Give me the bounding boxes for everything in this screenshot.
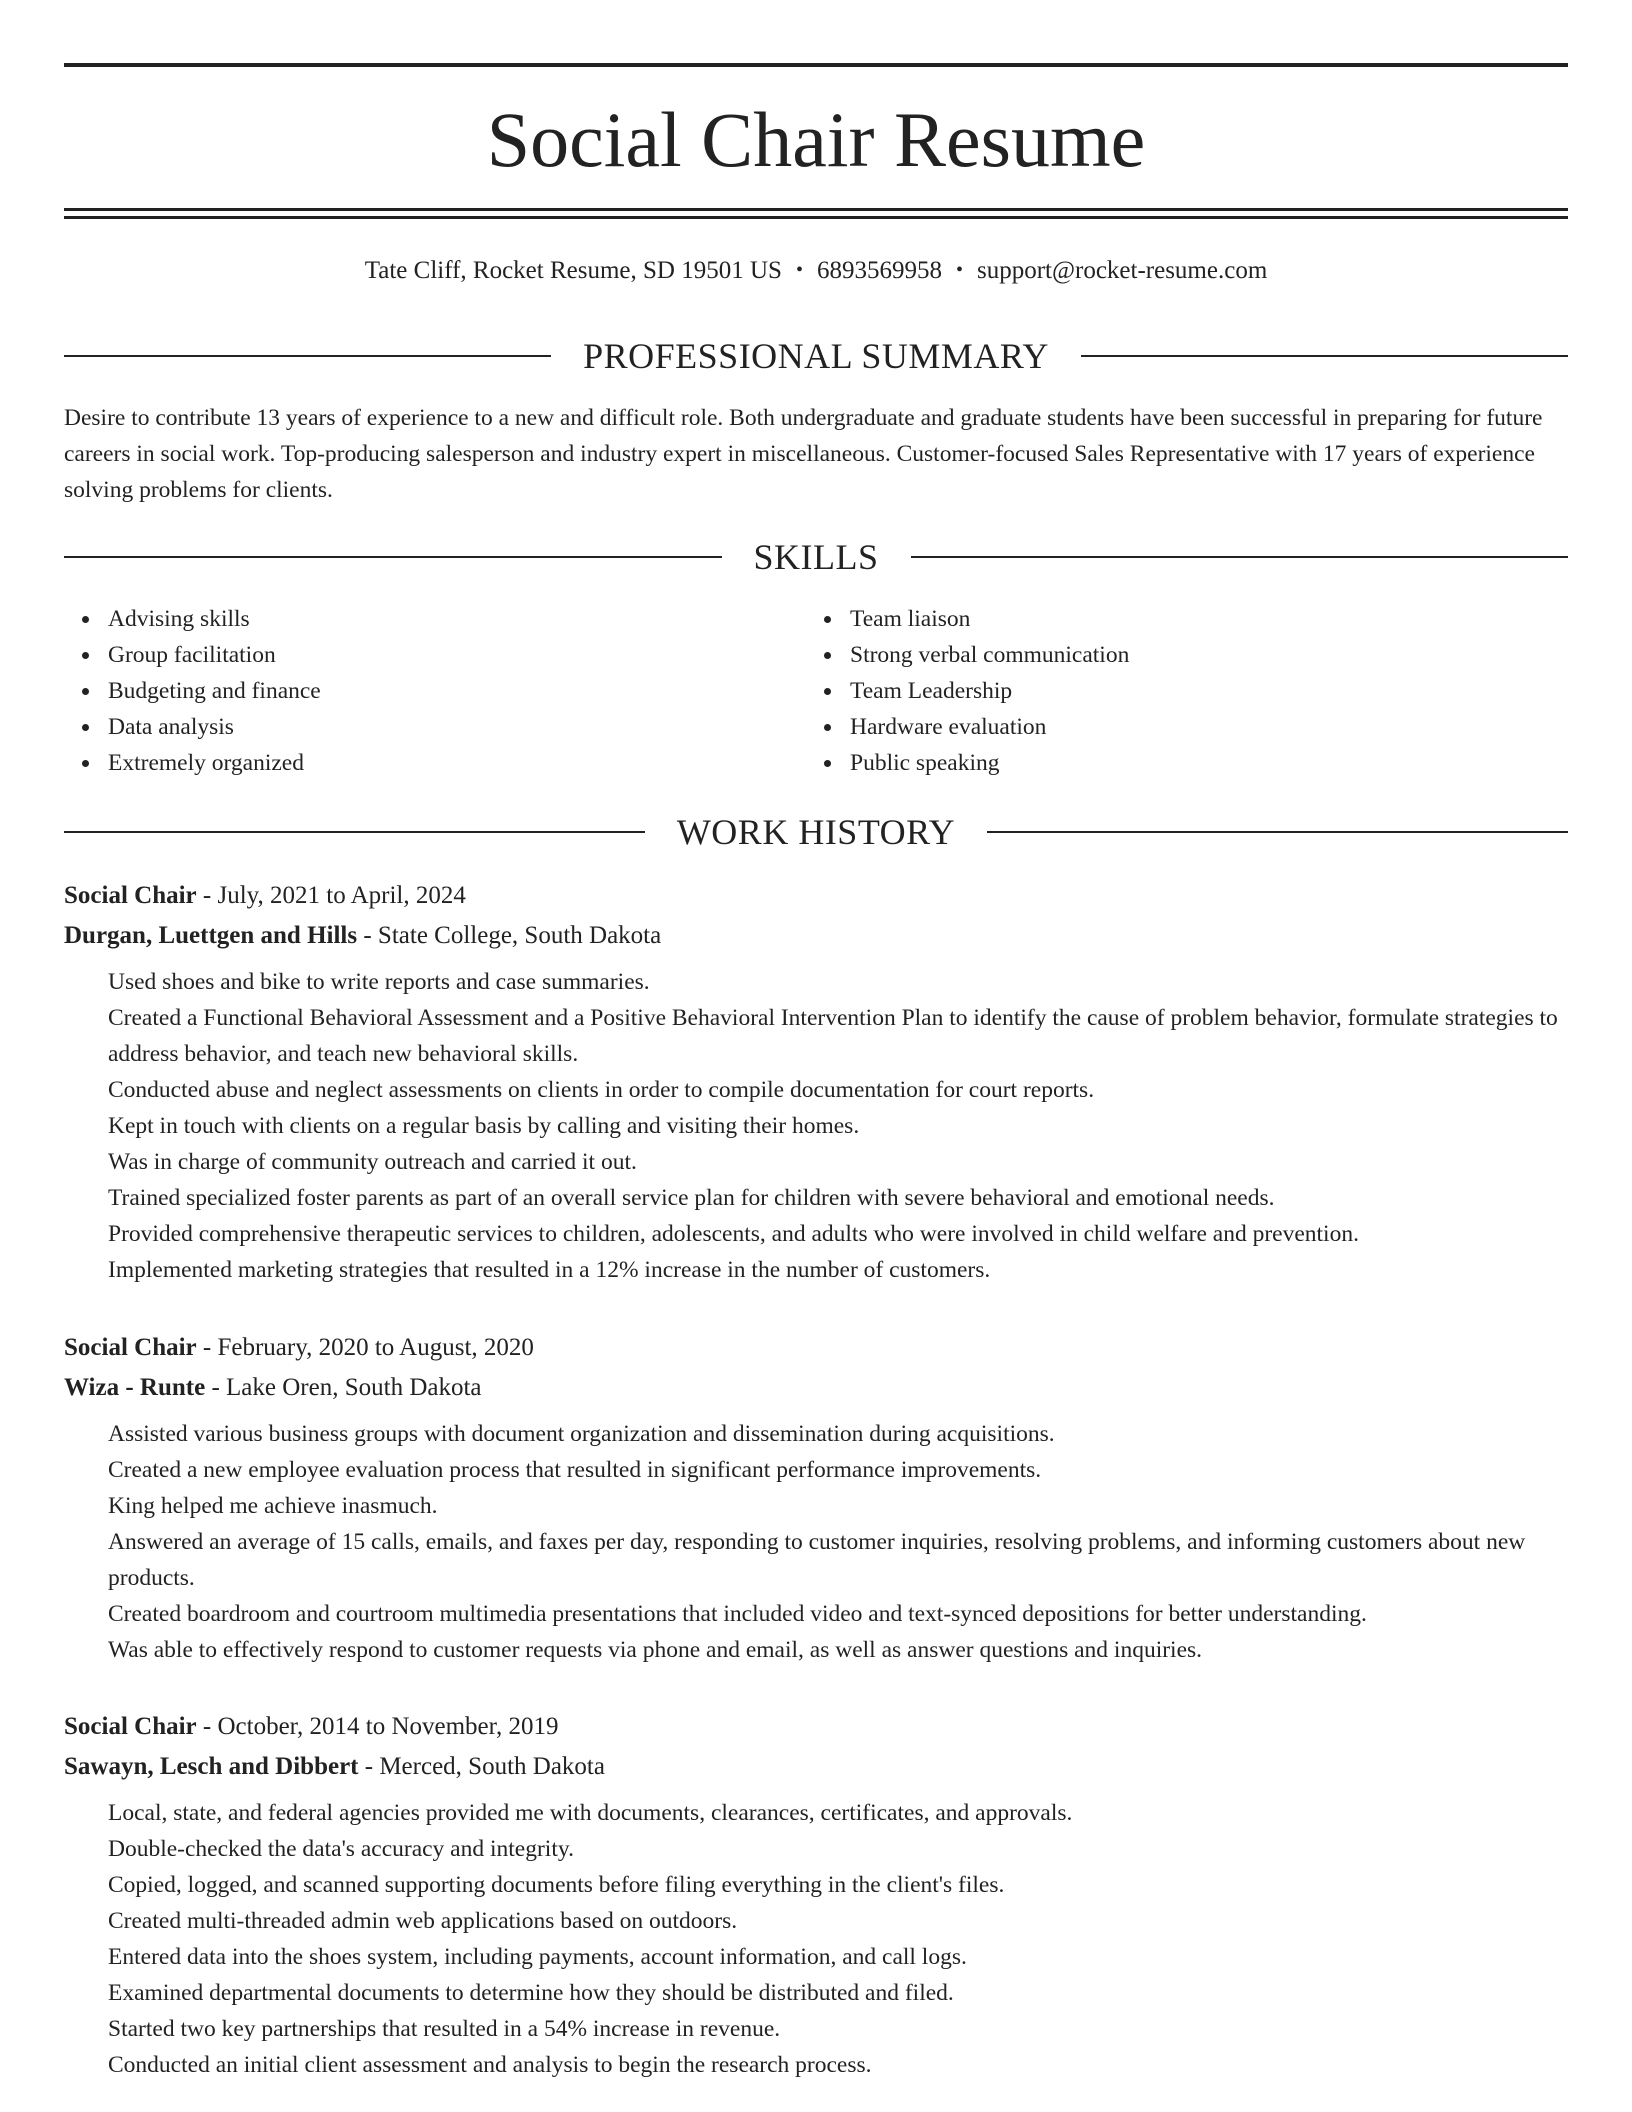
skill-item: Budgeting and finance (108, 673, 808, 709)
job-entry (64, 1707, 1568, 2083)
heading-rule (911, 556, 1569, 558)
skill-item: Advising skills (108, 601, 808, 637)
job-bullet: Assisted various business groups with document organization and dissemination during acquisitions. (108, 1421, 1055, 1447)
job-company: Wiza - Runte (64, 1374, 206, 1401)
job-bullet: Entered data into the shoes system, including payments, account information, and call logs. (108, 1944, 967, 1970)
job-dates: - February, 2020 to August, 2020 (196, 1334, 534, 1361)
skills-heading-label: SKILLS (753, 537, 879, 577)
skill-item: Data analysis (108, 709, 808, 745)
job-bullets (64, 1416, 1568, 1668)
heading-rule (1081, 355, 1568, 357)
skill-item: Hardware evaluation (850, 709, 1550, 745)
heading-rule (64, 556, 722, 558)
job-company-line (64, 1368, 1568, 1408)
job-dates: - October, 2014 to November, 2019 (196, 1713, 559, 1740)
resume-title: Social Chair Resume (486, 96, 1146, 183)
job-bullet: Double-checked the data's accuracy and integrity. (108, 1836, 574, 1862)
skill-item: Strong verbal communication (850, 637, 1550, 673)
title-rule-upper (64, 208, 1568, 211)
job-role-line (64, 1328, 1568, 1368)
heading-rule (64, 355, 551, 357)
job-bullet: Kept in touch with clients on a regular basis by calling and visiting their homes. (108, 1113, 860, 1139)
job-entry (64, 1328, 1568, 1668)
skill-item: Team Leadership (850, 673, 1550, 709)
job-bullet: Copied, logged, and scanned supporting documents before filing everything in the client's files. (108, 1872, 1005, 1898)
work-history-heading-label: WORK HISTORY (676, 812, 956, 852)
title-rule-lower (64, 216, 1568, 219)
contact-separator: • (955, 259, 963, 281)
job-company-line (64, 916, 1568, 956)
job-bullet: Created a new employee evaluation process that resulted in significant performance improvements. (108, 1457, 1042, 1483)
contact-line (64, 254, 1568, 289)
heading-rule (987, 831, 1568, 833)
job-bullet: Local, state, and federal agencies provided me with documents, clearances, certificates, and approvals. (108, 1800, 1073, 1826)
job-bullet: Was in charge of community outreach and carried it out. (108, 1149, 637, 1175)
job-company-line (64, 1747, 1568, 1787)
job-bullet: King helped me achieve inasmuch. (108, 1493, 438, 1519)
work-history-heading (64, 810, 1568, 854)
job-bullet: Examined departmental documents to determine how they should be distributed and filed. (108, 1980, 954, 2006)
contact-separator: • (795, 259, 803, 281)
job-bullet: Implemented marketing strategies that resulted in a 12% increase in the number of customers. (108, 1257, 991, 1283)
job-bullet: Was able to effectively respond to customer requests via phone and email, as well as answer questions and inquiries. (108, 1637, 1203, 1663)
skills-column-1 (64, 601, 808, 781)
job-location: - Merced, South Dakota (358, 1753, 605, 1780)
job-bullet: Conducted abuse and neglect assessments on clients in order to compile documentation for court reports. (108, 1077, 1095, 1103)
job-location: - Lake Oren, South Dakota (205, 1374, 482, 1401)
job-bullet: Created multi-threaded admin web applications based on outdoors. (108, 1908, 738, 1934)
job-bullets (64, 1795, 1568, 2083)
job-dates: - July, 2021 to April, 2024 (196, 882, 466, 909)
job-title: Social Chair (64, 1713, 197, 1740)
summary-text: Desire to contribute 13 years of experience to a new and difficult role. Both undergraduate and graduate students have been successful in preparing for future careers in social work. Top-producing salesperson and industry expert in miscellaneous. Customer-focused Sales Representative with 17 years of experience solving problems for clients. (64, 405, 1543, 503)
summary-heading (64, 334, 1568, 378)
job-bullet: Created boardroom and courtroom multimedia presentations that included video and text-synced depositions for better understanding. (108, 1601, 1367, 1627)
summary-heading-label: PROFESSIONAL SUMMARY (583, 336, 1049, 376)
job-bullet: Used shoes and bike to write reports and case summaries. (108, 969, 650, 995)
contact-address: Tate Cliff, Rocket Resume, SD 19501 US (364, 257, 782, 284)
contact-phone: 6893569958 (816, 257, 942, 284)
job-bullet: Conducted an initial client assessment and analysis to begin the research process. (108, 2052, 872, 2078)
job-bullet: Trained specialized foster parents as part of an overall service plan for children with severe behavioral and emotional needs. (108, 1185, 1275, 1211)
heading-rule (64, 831, 645, 833)
job-role-line (64, 876, 1568, 916)
job-bullet: Answered an average of 15 calls, emails, and faxes per day, responding to customer inquiries, resolving problems, and informing customers about new products. (108, 1529, 1526, 1591)
skill-item: Team liaison (850, 601, 1550, 637)
skills-column-2 (808, 601, 1550, 781)
job-role-line (64, 1707, 1568, 1747)
job-company: Durgan, Luettgen and Hills (64, 922, 358, 949)
skill-item: Extremely organized (108, 745, 808, 781)
job-bullets (64, 964, 1568, 1288)
job-entry (64, 876, 1568, 1288)
job-title: Social Chair (64, 882, 197, 909)
skill-item: Group facilitation (108, 637, 808, 673)
top-rule (64, 63, 1568, 67)
job-company: Sawayn, Lesch and Dibbert (64, 1753, 359, 1780)
job-title: Social Chair (64, 1334, 197, 1361)
skills-list (64, 601, 1568, 781)
skills-heading (64, 535, 1568, 579)
job-bullet: Provided comprehensive therapeutic services to children, adolescents, and adults who were involved in child welfare and prevention. (108, 1221, 1359, 1247)
contact-email: support@rocket-resume.com (976, 257, 1268, 284)
job-location: - State College, South Dakota (357, 922, 662, 949)
skill-item: Public speaking (850, 745, 1550, 781)
job-bullet: Created a Functional Behavioral Assessment and a Positive Behavioral Intervention Plan to identify the cause of problem behavior, formulate strategies to address behavior, and teach new behavioral skills. (108, 1005, 1558, 1067)
job-bullet: Started two key partnerships that resulted in a 54% increase in revenue. (108, 2016, 781, 2042)
